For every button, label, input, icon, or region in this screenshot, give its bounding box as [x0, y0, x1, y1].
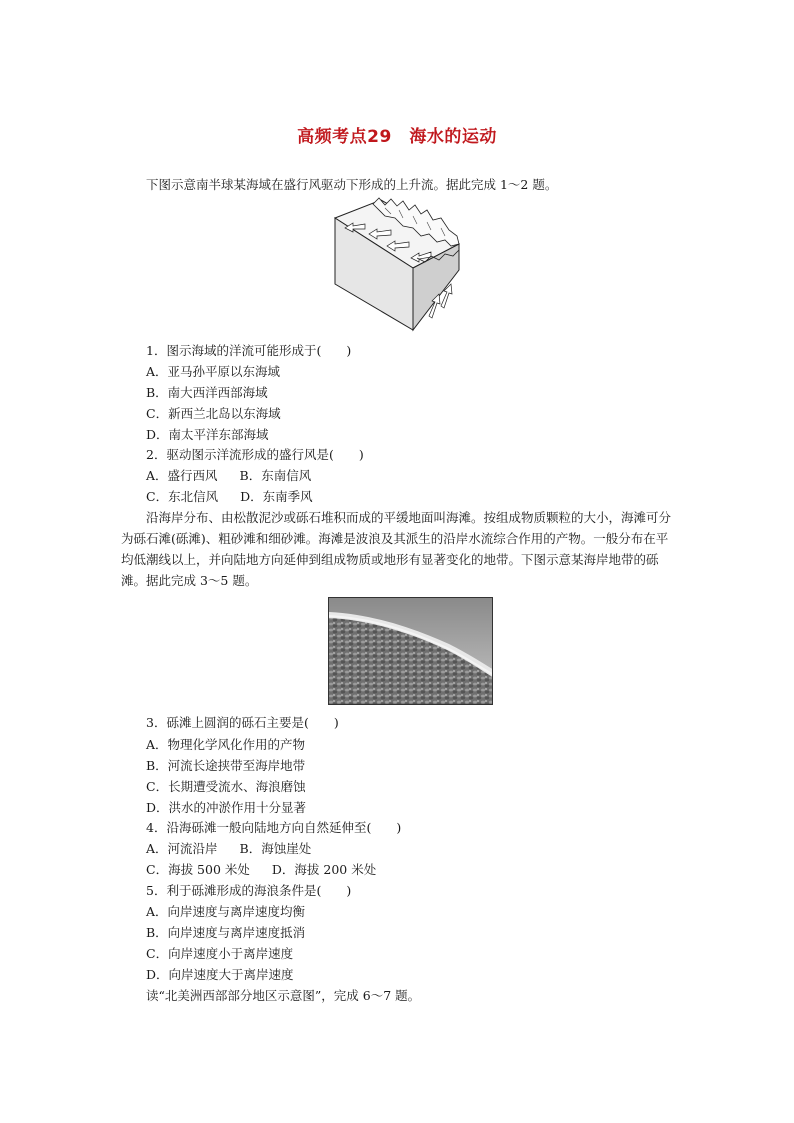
question-1-option-b[interactable]: B．南大西洋西部海域 [146, 385, 268, 400]
question-4-stem: 4．沿海砾滩一般向陆地方向自然延伸至( ) [146, 820, 402, 835]
question-4-options-cd [146, 862, 376, 878]
question-2-option-c[interactable]: C．东北信风 [146, 489, 219, 504]
page-title: 高频考点29 海水的运动 [297, 127, 497, 147]
question-3-option-a[interactable]: A．物理化学风化作用的产物 [146, 737, 306, 752]
question-5-option-a[interactable]: A．向岸速度与离岸速度均衡 [146, 904, 306, 919]
question-4-options-ab [146, 841, 311, 857]
question-4-option-b[interactable]: B．海蚀崖处 [239, 841, 312, 856]
intro-upwelling: 下图示意南半球某海域在盛行风驱动下形成的上升流。据此完成 1～2 题。 [146, 177, 558, 192]
question-1-stem: 1．图示海域的洋流可能形成于( ) [146, 343, 352, 358]
question-4-option-c[interactable]: C．海拔 500 米处 [146, 862, 250, 877]
question-2-option-d[interactable]: D．东南季风 [240, 489, 313, 504]
question-5-option-b[interactable]: B．向岸速度与离岸速度抵消 [146, 925, 306, 940]
question-1-option-d[interactable]: D．南太平洋东部海域 [146, 427, 269, 442]
question-4-option-d[interactable]: D．海拔 200 米处 [271, 862, 377, 877]
question-2-stem: 2．驱动图示洋流形成的盛行风是( ) [146, 447, 364, 462]
question-1-option-a[interactable]: A．亚马孙平原以东海域 [146, 364, 281, 379]
question-3-option-d[interactable]: D．洪水的冲淤作用十分显著 [146, 800, 307, 815]
intro-north-america-map: 读“北美洲西部部分地区示意图”，完成 6～7 题。 [146, 988, 421, 1003]
question-2-option-a[interactable]: A．盛行西风 [146, 468, 218, 483]
question-1-option-c[interactable]: C．新西兰北岛以东海域 [146, 406, 281, 421]
question-2-option-b[interactable]: B．东南信风 [239, 468, 312, 483]
question-5-option-d[interactable]: D．向岸速度大于离岸速度 [146, 967, 294, 982]
question-5-option-c[interactable]: C．向岸速度小于离岸速度 [146, 946, 294, 961]
question-3-option-b[interactable]: B．河流长途挟带至海岸地带 [146, 758, 306, 773]
question-4-option-a[interactable]: A．河流沿岸 [146, 841, 218, 856]
question-5-stem: 5．利于砾滩形成的海浪条件是( ) [146, 883, 352, 898]
question-3-option-c[interactable]: C．长期遭受流水、海浪磨蚀 [146, 779, 306, 794]
question-3-stem: 3．砾滩上圆润的砾石主要是( ) [146, 715, 339, 730]
upwelling-block-diagram [333, 196, 461, 332]
question-2-options-ab [146, 468, 311, 484]
gravel-beach-photo [328, 597, 493, 705]
intro-gravel-beach: 沿海岸分布、由松散泥沙或砾石堆积而成的平缓地面叫海滩。按组成物质颗粒的大小，海滩可分为砾石滩(砾滩)、粗砂滩和细砂滩。海滩是波浪及其派生的沿岸水流综合作用的产物。一般分布在平均低潮线以上，并向陆地方向延伸到组成物质或地形有显著变化的地带。下图示意某海岸地带的砾滩。据此完成 3～5 题。 [121, 510, 672, 588]
question-2-options-cd [146, 489, 313, 505]
